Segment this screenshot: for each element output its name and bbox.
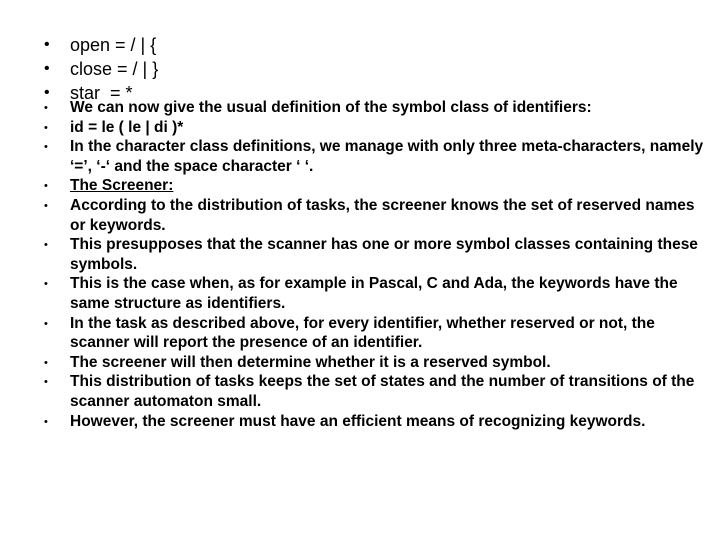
bullet-identifier-definition bbox=[44, 98, 704, 118]
bullet-text: This presupposes that the scanner has one or more symbol classes containing these symbols. bbox=[70, 236, 698, 273]
bullet-screener-heading bbox=[44, 176, 704, 196]
bullet-text: We can now give the usual definition of the symbol class of identifiers: bbox=[70, 99, 592, 116]
screener-heading: The Screener: bbox=[70, 177, 174, 195]
definition-close bbox=[44, 57, 158, 81]
bullet-report-identifier bbox=[44, 314, 704, 353]
bullet-text: However, the screener must have an efficient means of recognizing keywords. bbox=[70, 412, 646, 430]
bullet-text: This distribution of tasks keeps the set of states and the number of transitions of the scanner automaton small. bbox=[70, 373, 695, 410]
bullet-reserved-names bbox=[44, 196, 704, 235]
definition-open bbox=[44, 33, 158, 57]
definition-open-text: open = / | { bbox=[70, 35, 157, 55]
definition-close-text: close = / | } bbox=[70, 59, 159, 79]
bullet-text: According to the distribution of tasks, the screener knows the set of reserved names or keywords. bbox=[70, 196, 695, 234]
bullet-id-regex bbox=[44, 118, 704, 138]
bullet-text: This is the case when, as for example in Pascal, C and Ada, the keywords have the same structure as identifiers. bbox=[70, 275, 678, 312]
bullet-text: In the character class definitions, we manage with only three meta-characters, namely ‘=’, ‘-‘ and the space character ‘ ‘. bbox=[70, 138, 704, 175]
bullet-pascal-c-ada bbox=[44, 274, 704, 313]
definition-star-text: star = * bbox=[70, 83, 133, 103]
bullet-symbol-classes bbox=[44, 235, 704, 274]
bullet-reserved-symbol bbox=[44, 353, 704, 373]
definitions-list bbox=[44, 33, 158, 105]
bullet-meta-characters bbox=[44, 137, 704, 176]
bullet-text: In the task as described above, for every identifier, whether reserved or not, the scanner will report the presence of an identifier. bbox=[70, 314, 655, 352]
bullet-text: id = le ( le | di )* bbox=[70, 118, 184, 136]
explanation-list bbox=[44, 98, 704, 431]
bullet-text: The screener will then determine whether it is a reserved symbol. bbox=[70, 353, 551, 371]
bullet-recognizing-keywords bbox=[44, 412, 704, 432]
bullet-states-transitions bbox=[44, 372, 704, 411]
